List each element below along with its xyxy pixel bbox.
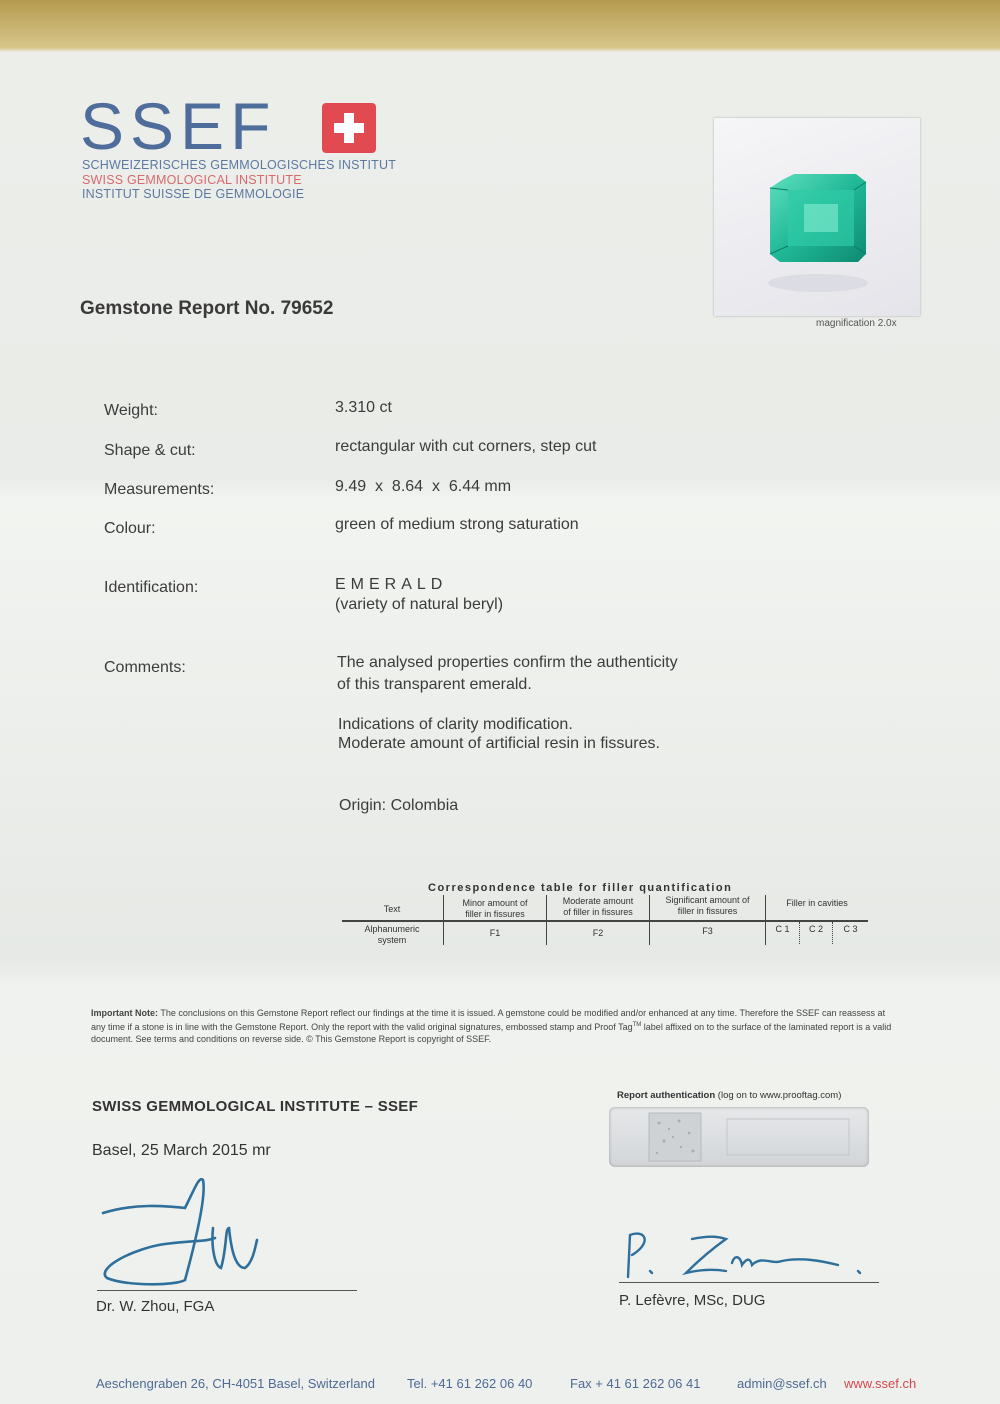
identification-subtext: (variety of natural beryl) [335,596,504,613]
signatory-right: P. Lefèvre, MSc, DUG [619,1292,766,1309]
shape-label: Shape & cut: [104,442,196,459]
table-header-f3-line2: filler in fissures [677,906,738,916]
issuing-institute: SWISS GEMMOLOGICAL INSTITUTE – SSEF [92,1098,419,1115]
footer-telephone: Tel. +41 61 262 06 40 [407,1376,533,1391]
identification-label: Identification: [104,579,199,596]
signature-right-icon [622,1225,872,1285]
table-cell-c3: C 3 [843,924,858,934]
important-note-title: Important Note: [91,1008,158,1018]
signatory-left: Dr. W. Zhou, FGA [96,1298,215,1315]
weight-label: Weight: [104,402,158,419]
important-note-text-1: The conclusions on this Gemstone Report reflect our findings at the time it is issued. A gemstone could be modified and/or enhanced at any time. Therefore the SSEF can reassess at any time if a stone is in line with the Gemstone Report. Only the report with the valid original signatures, embossed stamp and Proof Tag [91,1008,886,1032]
footer-website-link[interactable]: www.ssef.ch [844,1376,917,1391]
important-note-text-2: label affixed on to the surface of the laminated report is a valid document. See terms and conditions on reverse side. © This Gemstone Report is copyright of SSEF. [91,1022,892,1044]
comments-line-4: Moderate amount of artificial resin in fissures. [338,735,660,752]
institute-name-french: INSTITUT SUISSE DE GEMMOLOGIE [82,187,305,201]
table-header-f3-line1: Significant amount of [665,895,750,905]
table-header-f2-line1: Moderate amount [562,896,634,906]
important-note [91,1007,901,1045]
table-cell-f2: F2 [592,928,604,938]
comments-line-1: The analysed properties confirm the authenticity [337,654,678,671]
table-header-cavities: Filler in cavities [786,898,848,908]
signature-line-left [97,1290,357,1291]
report-title: Gemstone Report No. 79652 [80,298,334,319]
identification-value: EMERALD [335,576,448,593]
footer-address: Aeschengraben 26, CH-4051 Basel, Switzerland [96,1376,375,1391]
measurements-label: Measurements: [104,481,215,498]
table-header-f1-line1: Minor amount of [462,898,528,908]
prooftag-hologram-icon [609,1107,869,1167]
signature-left-icon [95,1168,265,1290]
magnification-caption: magnification 2.0x [816,318,897,329]
ssef-logo-text: SSEF [80,89,277,163]
table-cell-f1: F1 [489,928,501,938]
colour-value: green of medium strong saturation [335,516,579,533]
table-header-f2-line2: of filler in fissures [563,907,633,917]
institute-name-english: SWISS GEMMOLOGICAL INSTITUTE [82,173,302,187]
table-cell-f3: F3 [702,926,713,936]
report-authentication-label [617,1090,841,1101]
emerald-stone-icon [714,118,920,316]
footer-fax: Fax + 41 61 262 06 41 [570,1376,701,1391]
table-text-header: Text [383,904,401,914]
auth-title: Report authentication [617,1090,716,1101]
gemstone-photo [714,118,920,316]
footer-email[interactable]: admin@ssef.ch [737,1376,827,1391]
institute-name-german: SCHWEIZERISCHES GEMMOLOGISCHES INSTITUT [82,158,397,172]
measurements-value: 9.49 x 8.64 x 6.44 mm [335,478,512,495]
origin-text: Origin: Colombia [339,797,459,814]
colour-label: Colour: [104,520,156,537]
signature-line-right [619,1282,879,1283]
comments-line-3: Indications of clarity modification. [338,716,573,733]
prooftag-label [609,1107,869,1167]
table-row-header-line2: system [377,935,407,945]
shape-value: rectangular with cut corners, step cut [335,438,597,455]
table-header-rule [342,920,868,922]
weight-value: 3.310 ct [335,399,392,416]
table-header-f1-line2: filler in fissures [465,909,525,919]
comments-line-2: of this transparent emerald. [337,676,532,693]
swiss-cross-icon [322,103,376,153]
auth-hint: (log on to www.prooftag.com) [715,1090,842,1101]
comments-label: Comments: [104,659,186,676]
trademark-mark: TM [632,1022,642,1028]
table-cell-c2: C 2 [808,924,823,934]
table-row-header-line1: Alphanumeric [364,924,420,934]
table-cell-c1: C 1 [775,924,790,934]
issue-date: Basel, 25 March 2015 mr [92,1142,271,1159]
filler-table-title: Correspondence table for filler quantification [428,882,733,894]
